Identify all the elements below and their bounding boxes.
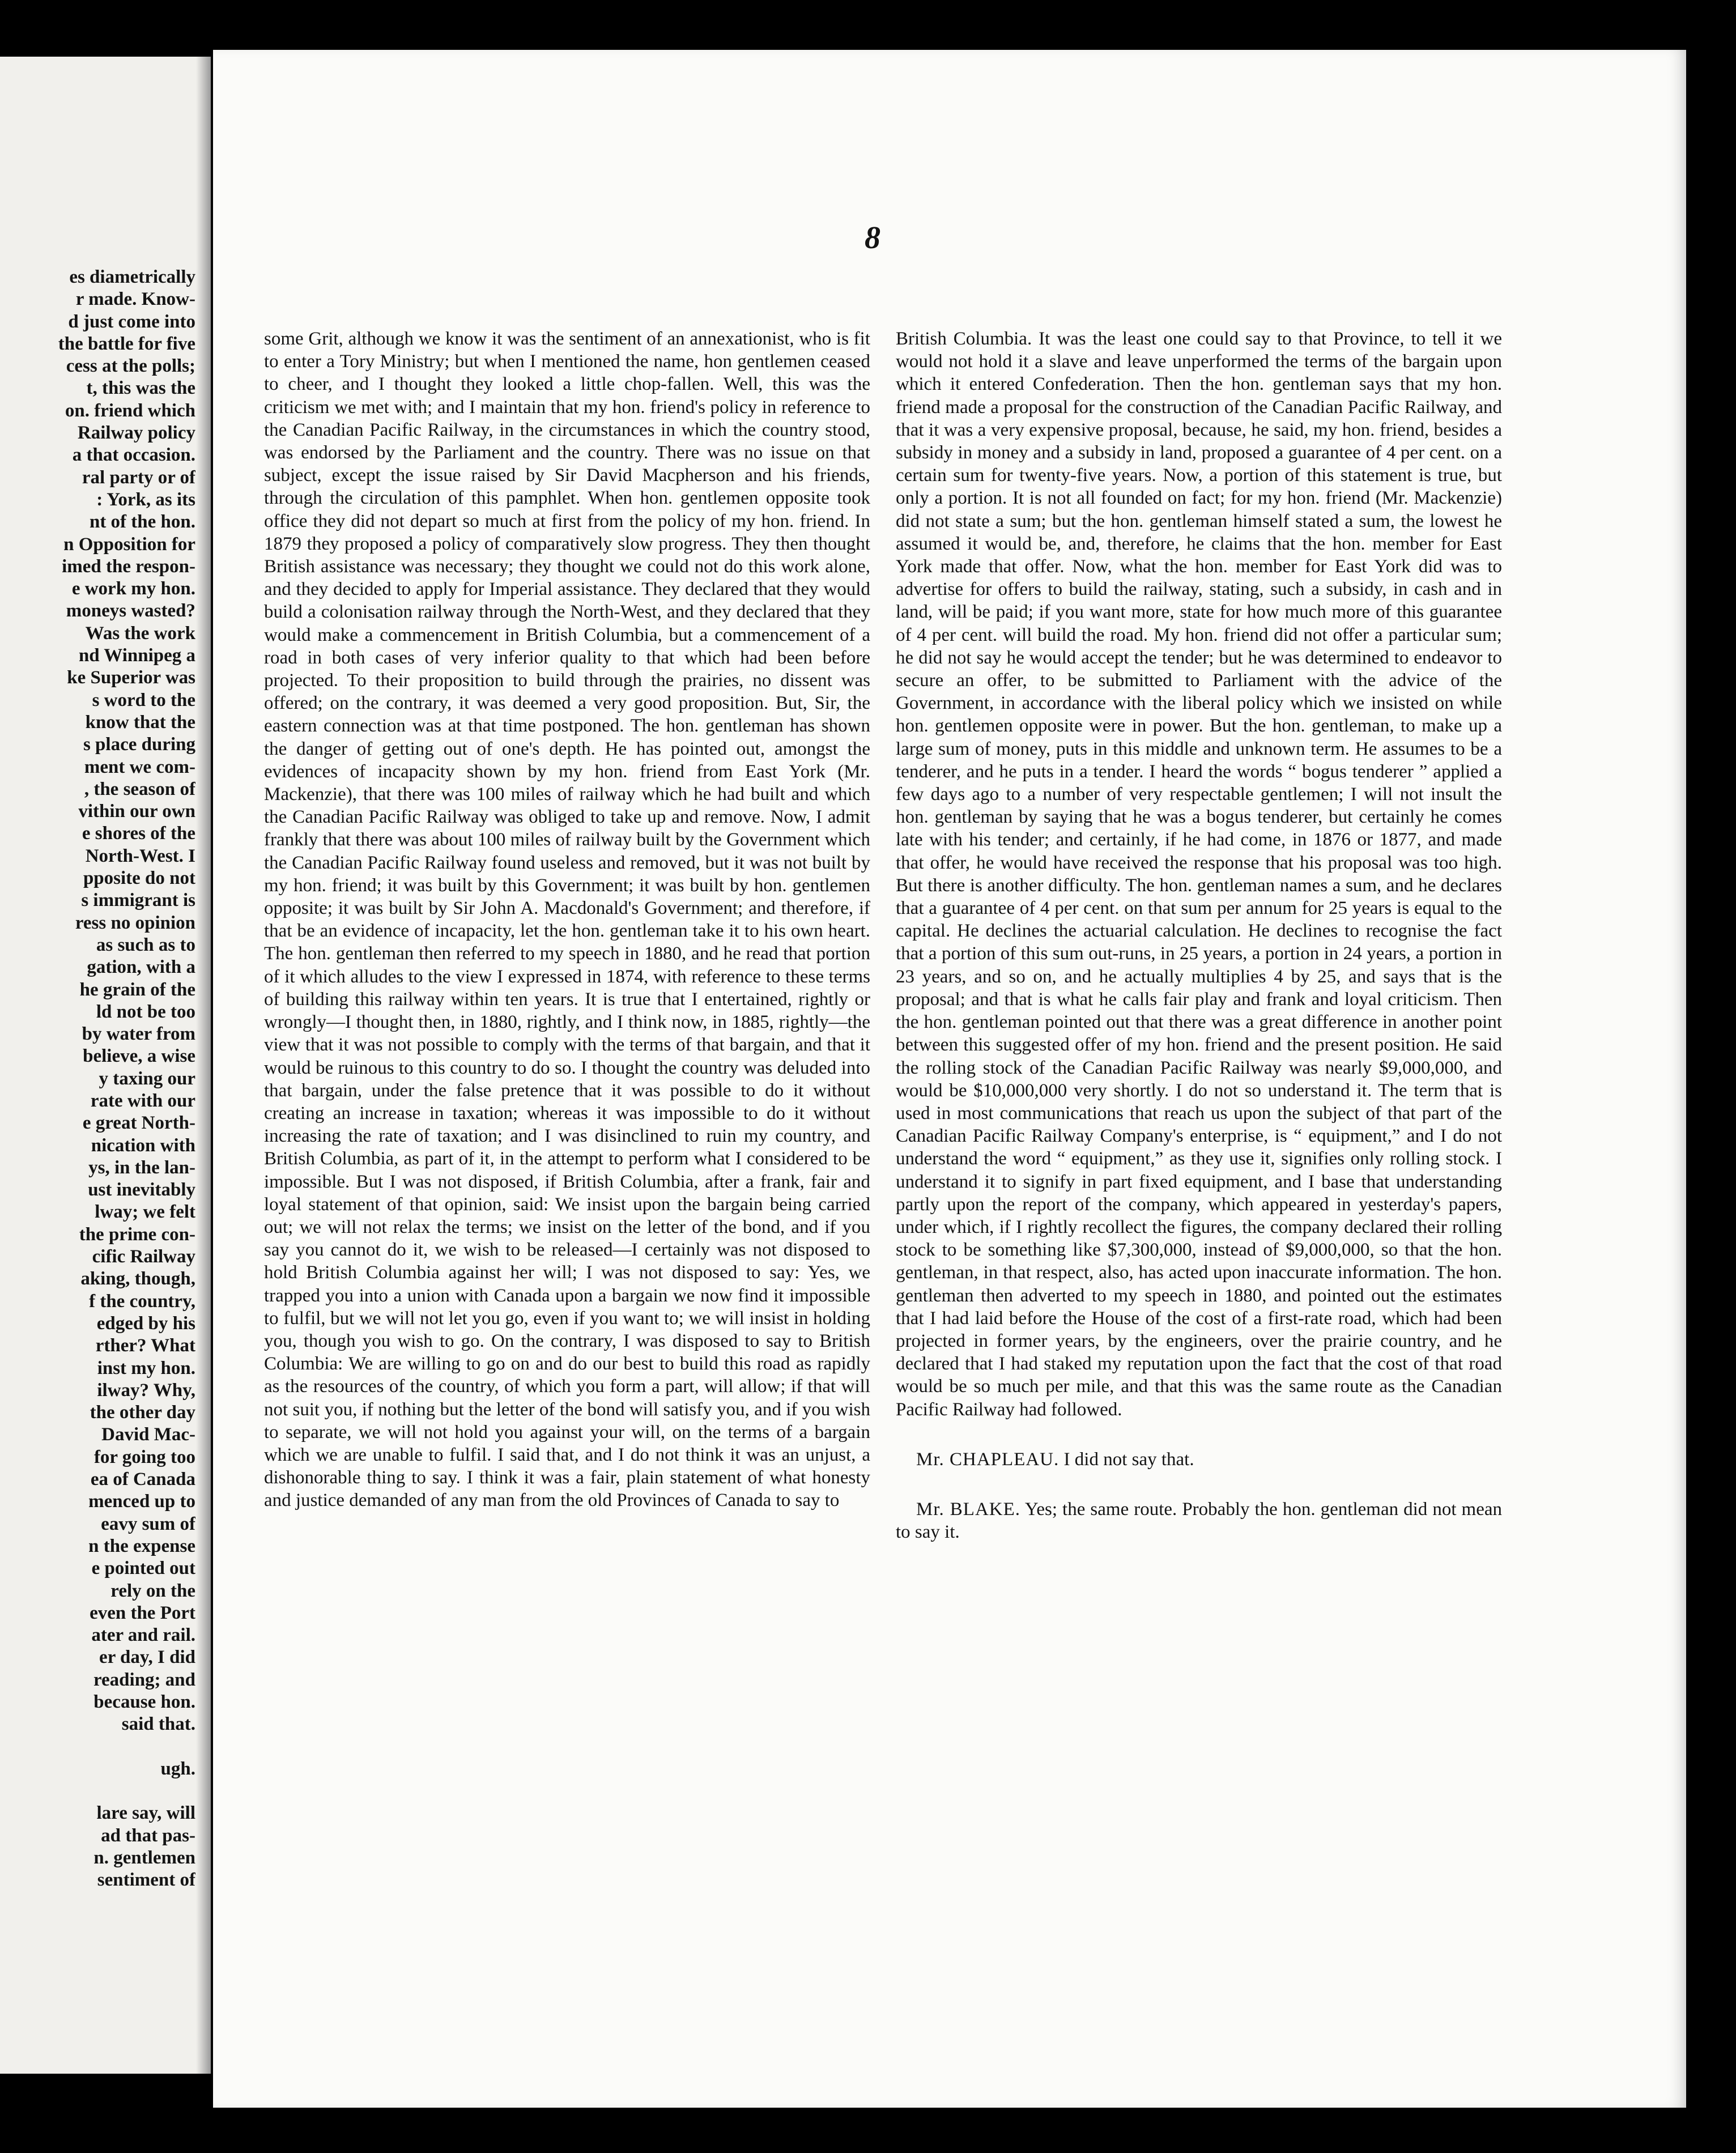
previous-page-line: ys, in the lan- (88, 1157, 195, 1178)
previous-page-line: on. friend which (65, 400, 195, 421)
previous-page-line: reading; and (93, 1669, 195, 1690)
previous-page-line: nt of the hon. (89, 512, 195, 533)
previous-page-line: ugh. (160, 1758, 195, 1779)
previous-page-line: Railway policy (77, 423, 195, 444)
previous-page-line: know that the (85, 712, 195, 733)
previous-page-line: rate with our (90, 1090, 195, 1111)
previous-page-line: edged by his (96, 1313, 195, 1334)
document-page (213, 50, 1686, 2108)
previous-page-line: cess at the polls; (66, 356, 195, 377)
previous-page-line: moneys wasted? (66, 601, 195, 622)
previous-page-line: by water from (82, 1024, 195, 1045)
previous-page-line: y taxing our (99, 1068, 195, 1089)
previous-page-line: t, this was the (86, 378, 195, 399)
previous-page-line: menced up to (88, 1491, 195, 1512)
page-fold-shadow (196, 57, 211, 2074)
previous-page-line: Was the work (85, 623, 195, 644)
previous-page-line: ld not be too (96, 1001, 195, 1022)
paragraph: British Columbia. It was the least one could say to that Province, to tell it we would not hold it a slave and leave unperformed the terms of the bargain upon which it entered Confederation. Then the hon. gentleman says that my hon. friend made a proposal for the construction of the Canadian Pacific Railway, and that it was a very expensive proposal, because, he said, my hon. friend, besides a subsidy in money and a subsidy in land, proposed a guarantee of 4 per cent. on a certain sum for twenty-five years. Now, a portion of this statement is true, but only a portion. It is not all founded on fact; for my hon. friend (Mr. Mackenzie) did not state a sum; but the hon. gentleman himself stated a sum, the lowest he assumed it would be, and, therefore, he claims that the hon. member for East York made that offer. Now, what the hon. member for East York did was to advertise for offers to build the railway, stating, such a subsidy, in cash and in land, will be paid; if you want more, state for how much more of this guarantee of 4 per cent. will build the road. My hon. friend did not offer a particular sum; he did not say he would accept the tender; but he was determined to endeavor to secure an offer, to be submitted to Parliament with the advice of the Government, in accordance with the liberal policy which we insisted on while hon. gentlemen opposite were in power. But the hon. gentleman, to make up a large sum of money, puts in this middle and unknown term. He assumes to be a tenderer, and he puts in a tender. I heard the words “ bogus tenderer ” applied a few days ago to a number of very respectable gentlemen; I will not insult the hon. gentleman by saying that he was a bogus tenderer, but certainly he comes late with his tender; and certainly, if he had come, in 1876 or 1877, and made that offer, he would have received the response that his proposal was too high. But there is another difficulty. The hon. gentleman names a sum, and he declares that a guarantee of 4 per cent. on that sum per annum for 25 years is equal to the capital. He declines the actuarial calculation. He declines to recognise the fact that a portion of this sum out-runs, in 25 years, a portion in 24 years, a portion in 23 years, and so on, and he actually multiplies 4 by 25, and says that is the proposal; and that is what he calls fair play and frank and loyal criticism. Then the hon. gentleman pointed out that there was a great difference in another point between this suggested offer of my hon. friend and the present position. He said the rolling stock of the Canadian Pacific Railway was nearly $9,000,000, and would be $10,000,000 very shortly. I do not so understand it. The term that is used in most communications that reach us upon the subject of that part of the Canadian Pacific Railway Company's enterprise, is “ equipment,” and I do not understand the word “ equipment,” as they use it, signifies only rolling stock. I understand it to signify in part fixed equipment, and I base that understanding partly upon the report of the company, which appeared in yesterday's papers, under which, if I rightly recollect the figures, the company declared their rolling stock to be something like $7,300,000, instead of $9,000,000, so that the hon. gentleman, in that respect, also, has acted upon inaccurate information. The hon. gentleman then adverted to my speech in 1880, and pointed out the estimates that I had laid before the House of the cost of a first-rate road, which had been projected in former years, by the engineers, over the prairie country, and he declared that I had staked my reputation upon the fact that the cost of that road would be so much per mile, and that this was the same route as the Canadian Pacific Railway had followed. (896, 329, 1502, 1420)
previous-page-line: ater and rail. (91, 1625, 195, 1646)
speech-text: I did not say that. (1063, 1449, 1194, 1470)
previous-page-line: the other day (90, 1402, 195, 1423)
previous-page-line (0, 1780, 195, 1802)
previous-page-line: f the country, (89, 1291, 195, 1312)
previous-page-text (0, 266, 195, 1892)
previous-page-line: ress no opinion (75, 912, 195, 933)
previous-page-edge (0, 57, 211, 2074)
page-number: 8 (865, 220, 880, 256)
previous-page-line: d just come into (68, 311, 195, 332)
previous-page-line: er day, I did (99, 1647, 195, 1668)
previous-page-line: sentiment of (97, 1870, 195, 1891)
previous-page-line: lway; we felt (95, 1202, 195, 1223)
previous-page-line: ea of Canada (90, 1469, 195, 1490)
previous-page-line: ust inevitably (88, 1180, 195, 1201)
previous-page-line: n. gentlemen (93, 1848, 195, 1869)
speech-chapleau (896, 1448, 1502, 1471)
previous-page-line: : York, as its (96, 489, 195, 510)
previous-page-line: cific Railway (92, 1246, 195, 1267)
previous-page-line: s immigrant is (81, 890, 195, 911)
previous-page-line: because hon. (93, 1692, 195, 1712)
previous-page-line: the battle for five (58, 333, 195, 354)
previous-page-line: ral party or of (82, 467, 195, 488)
previous-page-line: North-West. I (85, 845, 195, 866)
previous-page-line: for going too (93, 1446, 195, 1467)
previous-page-line: inst my hon. (97, 1358, 195, 1378)
previous-page-line: e great North- (82, 1113, 195, 1134)
speaker-name: Mr. CHAPLEAU. (916, 1449, 1060, 1470)
previous-page-line: ke Superior was (67, 667, 195, 688)
previous-page-line: , the season of (84, 778, 195, 799)
previous-page-line: e work my hon. (71, 578, 195, 599)
previous-page-line: aking, though, (80, 1269, 195, 1290)
previous-page-line: he grain of the (79, 979, 195, 1000)
previous-page-line: n the expense (88, 1535, 195, 1556)
previous-page-line: es diametrically (69, 267, 195, 287)
speech-blake (896, 1498, 1502, 1543)
previous-page-line: a that occasion. (72, 445, 195, 466)
previous-page-line: e pointed out (91, 1558, 195, 1579)
speaker-name: Mr. BLAKE. (916, 1499, 1021, 1520)
previous-page-line: s word to the (92, 690, 195, 710)
previous-page-line: eavy sum of (101, 1513, 195, 1534)
previous-page-line: rely on the (110, 1580, 195, 1601)
previous-page-line (0, 1736, 195, 1758)
speech-text: Yes; the same route. Probably the hon. gentleman did not mean to say it. (896, 1499, 1502, 1543)
previous-page-line: lare say, will (96, 1803, 195, 1824)
previous-page-line: gation, with a (87, 957, 195, 978)
previous-page-line: s place during (83, 734, 195, 755)
previous-page-line: David Mac- (101, 1424, 195, 1445)
previous-page-line: ment we com- (84, 756, 195, 777)
previous-page-line: believe, a wise (83, 1046, 195, 1067)
previous-page-line: r made. Know- (75, 289, 195, 310)
previous-page-line: the prime con- (79, 1224, 195, 1245)
previous-page-line: vithin our own (78, 801, 195, 822)
previous-page-line: said that. (121, 1714, 195, 1735)
text-column-left (264, 327, 870, 1512)
text-column-right (896, 327, 1502, 1543)
previous-page-line: nication with (91, 1135, 195, 1156)
previous-page-line: ad that pas- (101, 1825, 195, 1846)
previous-page-line: e shores of the (82, 823, 195, 844)
paragraph: some Grit, although we know it was the sentiment of an annexationist, who is fit to enter a Tory Ministry; but when I mentioned the name, hon gentlemen ceased to cheer, and I thought they looked a little chop-fallen. Well, this was the criticism we met with; and I maintain that my hon. friend's policy in reference to the Canadian Pacific Railway, in the circumstances in which the country stood, was endorsed by the Parliament and the country. There was no issue on that subject, except the issue raised by Sir David Macpherson and his friends, through the circulation of this pamphlet. When hon. gentlemen opposite took office they did not depart so much at first from the policy of my hon. friend. In 1879 they proposed a policy of comparatively slow progress. They then thought British assistance was necessary; they thought we could not do this work alone, and they decided to apply for Imperial assistance. They declared that they would build a colonisation railway through the North-West, and they declared that they would make a commencement in British Columbia, but a commencement of a road in both cases of very inferior quality to that which had been before projected. To their proposition to build through the prairies, no dissent was offered; on the contrary, it was deemed a very good proposition. But, Sir, the eastern connection was at that time postponed. The hon. gentleman has shown the danger of getting out of one's depth. He has pointed out, amongst the evidences of incapacity shown by my hon. friend from East York (Mr. Mackenzie), that there was 100 miles of railway which he had built and which the Canadian Pacific Railway was obliged to take up and remove. Now, I admit frankly that there was about 100 miles of railway built by the Government which the Canadian Pacific Railway found useless and removed, but it was not built by my hon. friend; it was built by this Government; it was built by hon. gentlemen opposite; it was built by Sir John A. Macdonald's Government; and therefore, if that be an evidence of incapacity, let the hon. gentleman take it to his own heart. The hon. gentleman then referred to my speech in 1880, and he read that portion of it which alludes to the view I expressed in 1874, with reference to these terms of building this railway within ten years. It is true that I entertained, rightly or wrongly—I thought then, in 1880, rightly, and I think now, in 1885, rightly—the view that it was not possible to comply with the terms of that bargain, and that it would be ruinous to this country to do so. I thought the country was deluded into that bargain, under the false pretence that it was possible to do it without creating an increase in taxation; whereas it was impossible to do it without increasing the rate of taxation; and I was disinclined to ruin my country, and British Columbia, as part of it, in the attempt to perform what I considered to be impossible. But I was not disposed, if British Columbia, after a frank, fair and loyal statement of that opinion, said: We insist upon the bargain being carried out; we will not relax the terms; we insist on the letter of the bond, and if you say you cannot do it, we wish to be released—I certainly was not disposed to hold British Columbia against her will; I was not disposed to say: Yes, we trapped you into a union with Canada upon a bargain we now find it impossible to fulfil, but we will not let you go, even if you want to; we will insist in holding you, though you wish to go. On the contrary, I was disposed to say to British Columbia: We are willing to go on and do our best to build this road as rapidly as the resources of the country, of which you form a part, will allow; if that will not suit you, if nothing but the letter of the bond will satisfy you, and if you wish to separate, we will not hold you against your will, on the terms of a bargain which we are unable to fulfil. I said that, and I do not think it was an unjust, a dishonorable thing to say. I think it was a fair, plain statement of what honesty and justice demanded of any man from the old Provinces of Canada to say to (264, 329, 870, 1511)
previous-page-line: rther? What (95, 1335, 195, 1356)
previous-page-line: pposite do not (83, 868, 195, 889)
previous-page-line: even the Port (90, 1602, 195, 1623)
previous-page-line: n Opposition for (63, 534, 195, 555)
previous-page-line: imed the respon- (62, 556, 195, 577)
previous-page-line: nd Winnipeg a (78, 645, 195, 666)
previous-page-line: as such as to (96, 934, 195, 955)
previous-page-line: ilway? Why, (97, 1380, 195, 1401)
